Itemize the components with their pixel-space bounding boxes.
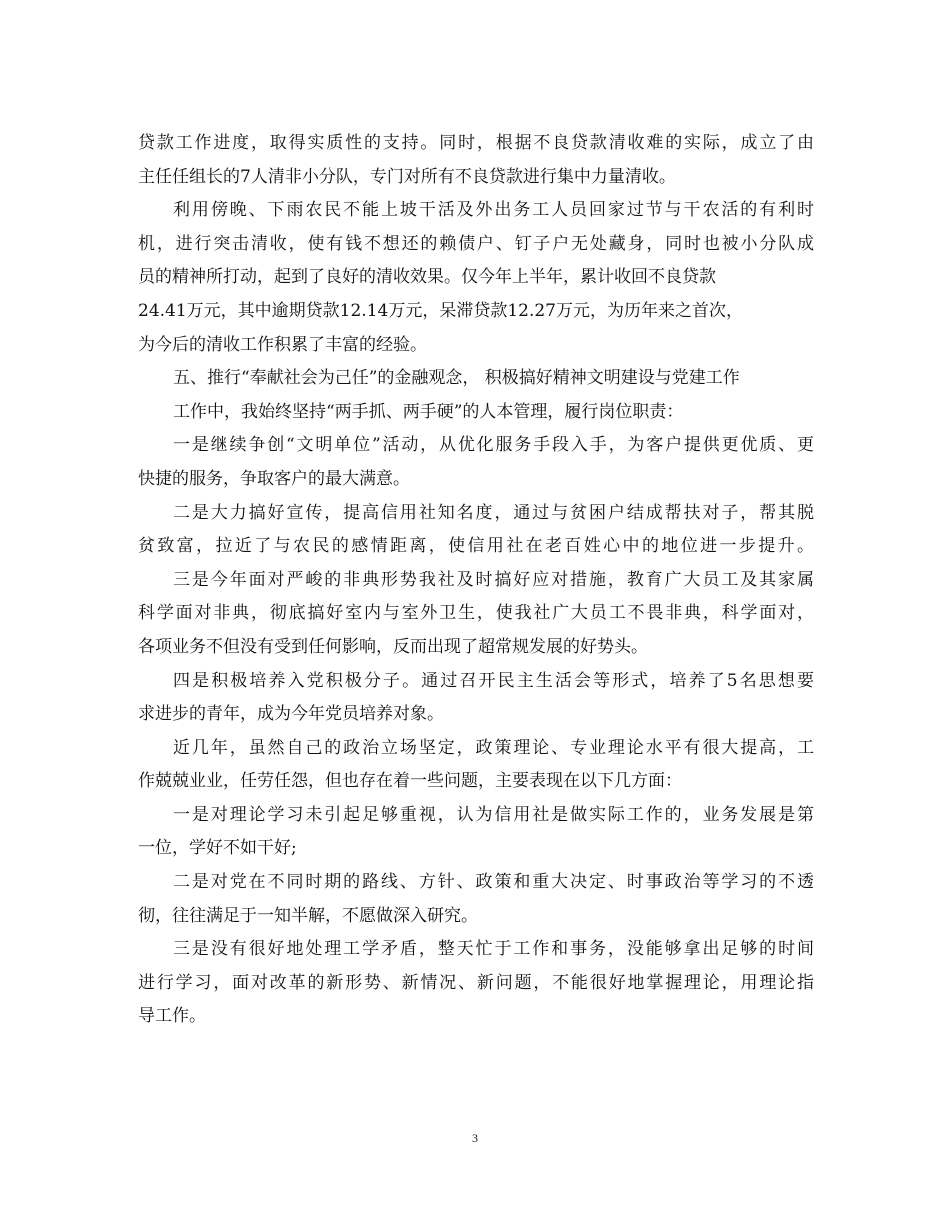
- text-line: 三是今年面对严峻的非典形势我社及时搞好应对措施，教育广大员工及其家属: [173, 569, 814, 590]
- text-line: 利用傍晚、下雨农民不能上坡干活及外出务工人员回家过节与干农活的有利时: [173, 200, 814, 221]
- text-line: 一是继续争创“文明单位”活动，从优化服务手段入手，为客户提供更优质、更: [173, 435, 814, 456]
- text-line: 24.41万元，其中逾期贷款12.14万元，呆滞贷款12.27万元，为历年来之首次，: [138, 300, 744, 321]
- text-line: 近几年，虽然自己的政治立场坚定，政策理论、专业理论水平有很大提高，工: [173, 737, 814, 758]
- text-line: 作兢兢业业，任劳任怨，但也存在着一些问题，主要表现在以下几方面：: [138, 771, 682, 792]
- text-line: 各项业务不但没有受到任何影响，反而出现了超常规发展的好势头。: [138, 636, 648, 657]
- text-line: 贷款工作进度，取得实质性的支持。同时，根据不良贷款清收难的实际，成立了由: [138, 133, 814, 153]
- text-line: 机，进行突击清收，使有钱不想还的赖债户、钉子户无处藏身，同时也被小分队成: [138, 233, 814, 254]
- text-line: 导工作。: [138, 1006, 206, 1027]
- text-line: 二是大力搞好宣传，提高信用社知名度，通过与贫困户结成帮扶对子，帮其脱: [173, 502, 814, 523]
- text-line: 快捷的服务，争取客户的最大满意。: [138, 468, 410, 489]
- text-line: 主任任组长的7人清非小分队，专门对所有不良贷款进行集中力量清收。: [138, 166, 676, 187]
- text-line: 贫致富，拉近了与农民的感情距离，使信用社在老百姓心中的地位进一步提升。: [138, 536, 814, 557]
- text-line: 工作中，我始终坚持“两手抓、两手硬”的人本管理，履行岗位职责：: [173, 401, 684, 422]
- page-number: 3: [472, 1131, 478, 1145]
- text-line: 四是积极培养入党积极分子。通过召开民主生活会等形式，培养了5名思想要: [173, 670, 814, 691]
- text-line: 二是对党在不同时期的路线、方针、政策和重大决定、时事政治等学习的不透: [173, 872, 814, 893]
- text-line: 科学面对非典，彻底搞好室内与室外卫生，使我社广大员工不畏非典，科学面对，: [138, 603, 814, 624]
- text-line: 三是没有很好地处理工学矛盾，整天忙于工作和事务，没能够拿出足够的时间: [173, 939, 814, 960]
- body-text: [138, 127, 814, 1034]
- text-line: 一是对理论学习未引起足够重视，认为信用社是做实际工作的，业务发展是第: [173, 804, 814, 825]
- text-line: 一位，学好不如干好;: [138, 838, 297, 859]
- text-line: 进行学习，面对改革的新形势、新情况、新问题，不能很好地掌握理论，用理论指: [138, 972, 814, 993]
- text-line: 为今后的清收工作积累了丰富的经验。: [138, 334, 427, 355]
- text-line: 求进步的青年，成为今年党员培养对象。: [138, 704, 444, 725]
- text-line: 五、推行“奉献社会为己任”的金融观念， 积极搞好精神文明建设与党建工作: [173, 368, 740, 389]
- text-line: 彻，往往满足于一知半解，不愿做深入研究。: [138, 905, 478, 926]
- text-line: 员的精神所打动，起到了良好的清收效果。仅今年上半年，累计收回不良贷款: [138, 267, 716, 288]
